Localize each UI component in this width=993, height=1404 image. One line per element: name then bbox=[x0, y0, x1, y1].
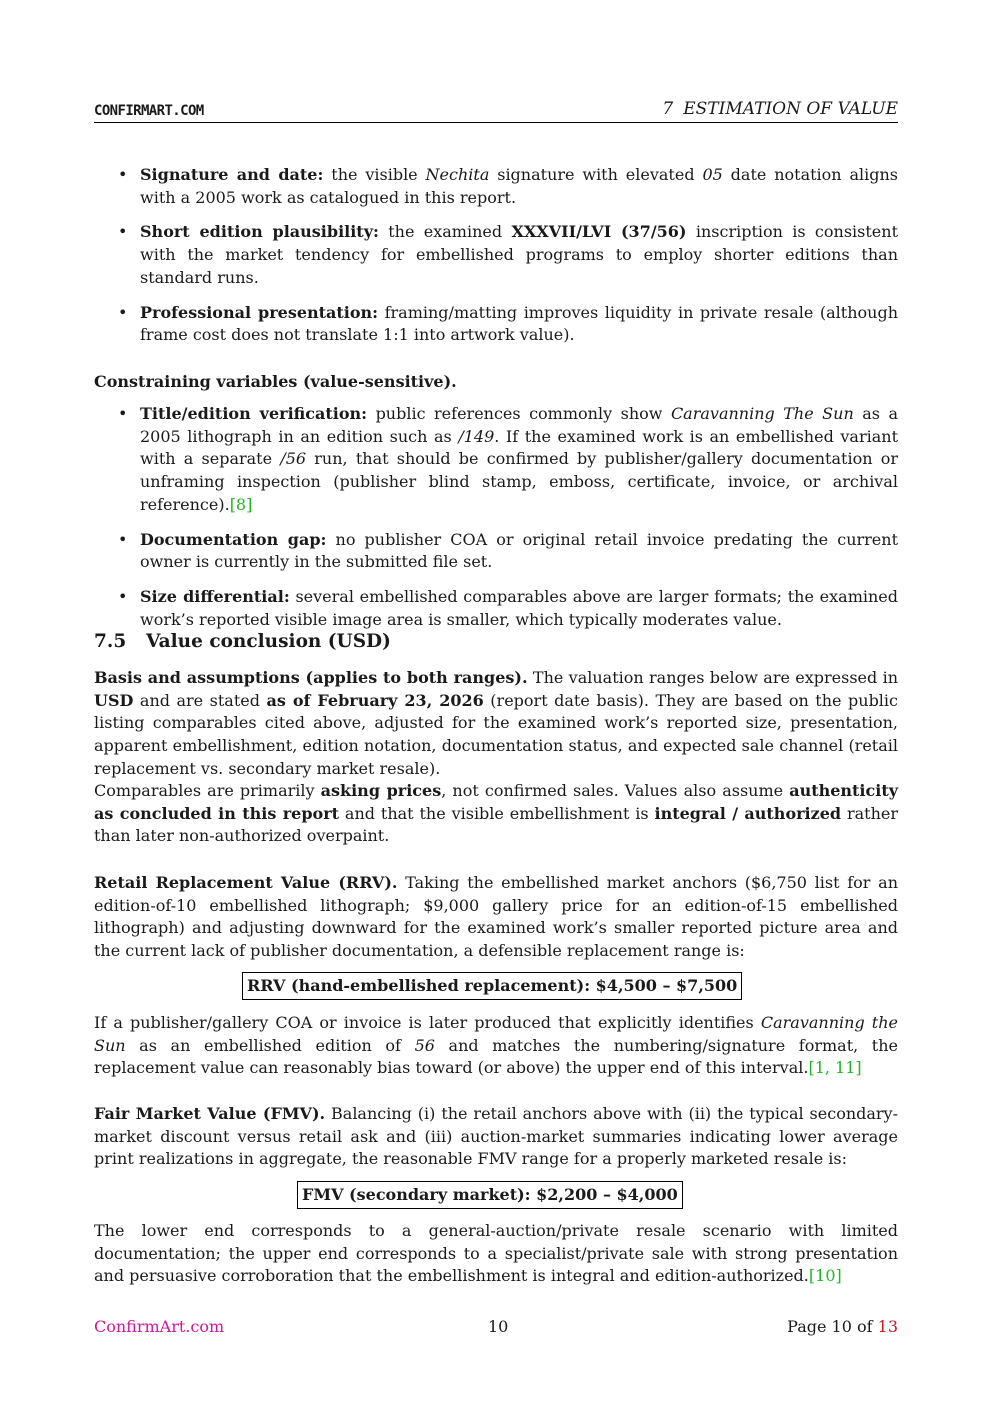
list-item: • Size differential: several embellished comparables above are larger formats; the examined work’s reported visible image area is smaller, which typically moderates value. bbox=[118, 586, 898, 629]
header-logo: CONFIRMART.COM bbox=[94, 103, 204, 119]
citation-link[interactable]: [8] bbox=[229, 494, 253, 514]
section-number: 7.5 bbox=[94, 631, 127, 652]
bullet-icon: • bbox=[118, 529, 128, 549]
fmv-range-box: FMV (secondary market): $2,200 – $4,000 bbox=[297, 1181, 683, 1209]
fmv-paragraph: Fair Market Value (FMV). Balancing (i) the retail anchors above with (ii) the typical secondary-market discount versus retail ask and (iii) auction-market summaries indicating lower average print realizations in aggregate, the reasonable FMV range for a properly marketed resale is: bbox=[94, 1104, 899, 1169]
citation-link[interactable]: 1 bbox=[814, 1058, 825, 1078]
item-label: Signature and date: bbox=[140, 165, 324, 184]
bullet-icon: • bbox=[118, 404, 128, 423]
list-item: • Title/edition verification: public references commonly show Caravanning The Sun as a 2005 lithograph in an edition such as /149. If the examined work is an embellished variant with a separate /56 run, that should be confirmed by publisher/gallery documentation or unframing inspection (publisher blind stamp, emboss, certificate, invoice, or archival reference).[8] bbox=[118, 404, 899, 514]
rrv-paragraph: Retail Replacement Value (RRV). Taking the embellished market anchors ($6,750 list for an edition-of-10 embellished lithograph; $9,000 gallery price for an edition-of-15 embellished lithograph) and adjusting downward for the examined work’s smaller reported picture area and the current lack of publisher documentation, a defensible replacement range is: bbox=[94, 873, 899, 961]
footer-page-count: Page 10 of 13 bbox=[787, 1317, 898, 1336]
section-title: Value conclusion (USD) bbox=[146, 631, 391, 652]
footer-site-link[interactable]: ConfirmArt.com bbox=[94, 1317, 225, 1336]
comparables-paragraph: Comparables are primarily asking prices, not confirmed sales. Values also assume authenticity as concluded in this report and that the visible embellishment is integral / authorized rather than later non-authorized overpaint. bbox=[94, 781, 899, 846]
page-footer bbox=[94, 1316, 898, 1340]
rrv-range-box: RRV (hand-embellished replacement): $4,500 – $7,500 bbox=[242, 972, 742, 1000]
constraining-variables-list bbox=[94, 403, 898, 643]
constraining-heading: Constraining variables (value-sensitive). bbox=[94, 372, 457, 391]
item-label: Title/edition verification: bbox=[140, 404, 368, 423]
bullet-icon: • bbox=[118, 586, 128, 606]
item-label: Documentation gap: bbox=[140, 529, 327, 549]
section-heading bbox=[94, 631, 391, 654]
bullet-icon: • bbox=[118, 165, 128, 184]
fmv-note-paragraph: The lower end corresponds to a general-auction/private resale scenario with limited documentation; the upper end corresponds to a specialist/private sale with strong presentation and persuasive corroboration that the embellishment is integral and edition-authorized.[10] bbox=[94, 1221, 898, 1286]
citation-link[interactable]: [10] bbox=[808, 1266, 842, 1286]
running-section-title: ESTIMATION OF VALUE bbox=[683, 99, 898, 119]
document-page bbox=[94, 0, 898, 1404]
item-label: Professional presentation: bbox=[140, 302, 379, 322]
item-label: Size differential: bbox=[140, 586, 290, 606]
bullet-icon: • bbox=[118, 222, 128, 242]
footer-page-number: 10 bbox=[488, 1317, 509, 1336]
list-item: • Signature and date: the visible Nechita signature with elevated 05 date notation aligns with a 2005 work as catalogued in this report. bbox=[118, 165, 899, 207]
bullet-icon: • bbox=[118, 302, 128, 322]
item-label: Short edition plausibility: bbox=[140, 222, 379, 242]
list-item: • Professional presentation: framing/matting improves liquidity in private resale (although frame cost does not translate 1:1 into artwork value). bbox=[118, 302, 898, 345]
total-pages-link[interactable]: 13 bbox=[877, 1317, 898, 1336]
rrv-note-paragraph: If a publisher/gallery COA or invoice is later produced that explicitly identifies Caravanning the Sun as an embellished edition of 56 and matches the numbering/signature format, the replacement value can reasonably bias toward (or above) the upper end of this interval.[1, 11] bbox=[94, 1013, 899, 1078]
basis-paragraph: Basis and assumptions (applies to both ranges). The valuation ranges below are expressed in USD and are stated as of February 23, 2026 (report date basis). They are based on the public listing comparables cited above, adjusted for the examined work’s reported size, presentation, apparent embellishment, edition notation, documentation status, and expected sale channel (retail replacement vs. secondary market resale). bbox=[94, 668, 899, 778]
list-item: • Short edition plausibility: the examined XXXVII/LVI (37/56) inscription is consistent with the market tendency for embellished programs to employ shorter editions than standard runs. bbox=[118, 222, 899, 287]
list-item: • Documentation gap: no publisher COA or original retail invoice predating the current owner is currently in the submitted file set. bbox=[118, 529, 898, 572]
citation-link[interactable]: 11 bbox=[835, 1058, 856, 1078]
running-title bbox=[662, 98, 898, 121]
running-section-number: 7 bbox=[662, 99, 674, 119]
supporting-factors-list bbox=[94, 164, 898, 359]
page-header bbox=[94, 98, 898, 123]
